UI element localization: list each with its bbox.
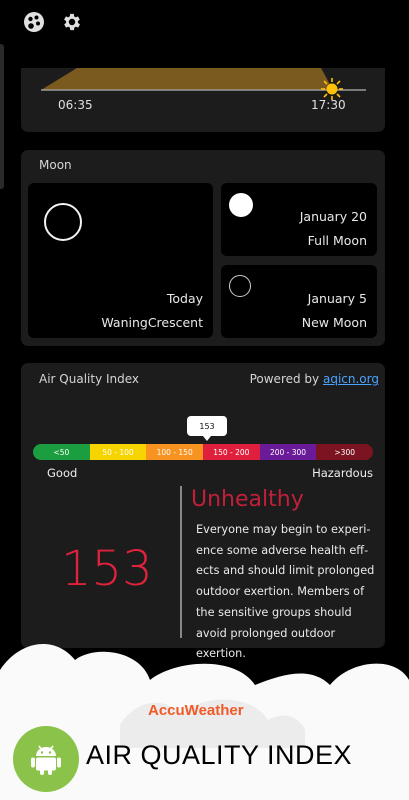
new-moon-tile[interactable] (221, 265, 377, 338)
new-moon-icon (229, 275, 251, 297)
scroll-indicator (0, 44, 4, 189)
sun-card (21, 68, 385, 132)
banner-title: AIR QUALITY INDEX (86, 740, 353, 770)
aqi-scale-segment: 50 - 100 (90, 444, 147, 460)
sunrise-time: 06:35 (58, 98, 93, 112)
aqi-scale-segment: >300 (316, 444, 373, 460)
aqi-scale-segment: 100 - 150 (146, 444, 203, 460)
aqi-card-title: Air Quality Index (39, 372, 140, 386)
aqicn-link[interactable]: aqicn.org (322, 372, 379, 386)
air-quality-card (21, 363, 385, 661)
aqi-divider (180, 486, 182, 638)
moon-card-title: Moon (39, 158, 72, 172)
top-toolbar (0, 0, 409, 44)
moon-today-phase: WaningCrescent (101, 315, 203, 330)
moon-today-tile[interactable] (28, 183, 213, 338)
new-moon-label: New Moon (301, 315, 367, 330)
gear-icon[interactable] (59, 9, 85, 35)
accuweather-logo: AccuWeather (148, 702, 244, 719)
powered-by-credit (250, 372, 379, 386)
aqi-value: 153 (61, 541, 153, 597)
full-moon-tile[interactable] (221, 183, 377, 256)
full-moon-date: January 20 (299, 209, 367, 224)
sunset-time: 17:30 (311, 98, 346, 112)
full-moon-label: Full Moon (307, 233, 367, 248)
aqi-scale-segment: 150 - 200 (203, 444, 260, 460)
aqi-scale-segment: <50 (33, 444, 90, 460)
aqi-scale-bar (33, 444, 373, 460)
aqi-level: Unhealthy (191, 487, 304, 512)
aqi-good-label: Good (47, 466, 78, 480)
sun-icon (321, 78, 343, 100)
waning-crescent-moon-icon (44, 203, 82, 241)
aqi-scale-segment: 200 - 300 (260, 444, 317, 460)
android-icon (13, 726, 79, 792)
new-moon-date: January 5 (307, 291, 367, 306)
aqi-hazardous-label: Hazardous (312, 466, 373, 480)
aqi-description: Everyone may begin to experi-ence some adverse health eff-ects and should limit prolonged outdoor exertion. Members of the sensitive groups should avoid prolonged outdoor exertion. (196, 523, 375, 661)
palette-icon[interactable] (21, 9, 47, 35)
powered-by-label: Powered by (249, 372, 320, 386)
moon-card (21, 150, 385, 346)
moon-today-label: Today (166, 291, 203, 306)
aqi-marker-badge: 153 (187, 416, 227, 436)
full-moon-icon (229, 193, 253, 217)
